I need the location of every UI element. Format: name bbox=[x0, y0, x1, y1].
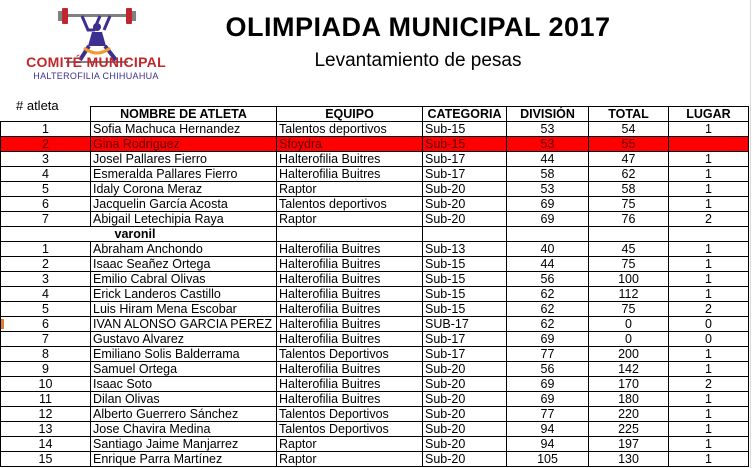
cell-team[interactable]: Halterofilia Buitres bbox=[277, 287, 423, 302]
cell-division[interactable]: 94 bbox=[507, 422, 589, 437]
cell-place[interactable]: 1 bbox=[669, 437, 749, 452]
header-place[interactable]: LUGAR bbox=[669, 107, 749, 122]
cell-place[interactable]: 1 bbox=[669, 407, 749, 422]
cell-place[interactable]: 0 bbox=[669, 332, 749, 347]
cell-place[interactable]: 1 bbox=[669, 272, 749, 287]
logo-subtitle: HALTEROFILIA CHIHUAHUA bbox=[33, 71, 159, 81]
cell-division[interactable]: 62 bbox=[507, 317, 589, 332]
cell-athlete-number[interactable]: 8 bbox=[1, 347, 91, 362]
cell-place[interactable]: 1 bbox=[669, 422, 749, 437]
cell-division[interactable]: 44 bbox=[507, 152, 589, 167]
header-category[interactable]: CATEGORIA bbox=[423, 107, 507, 122]
cell-total[interactable]: 200 bbox=[589, 347, 669, 362]
cell-athlete-name[interactable]: Sofia Machuca Hernandez bbox=[91, 122, 277, 137]
cell-team[interactable]: Halterofilia Buitres bbox=[277, 152, 423, 167]
cell-division[interactable]: 69 bbox=[507, 332, 589, 347]
cell-athlete-number[interactable]: 5 bbox=[1, 302, 91, 317]
table-row[interactable] bbox=[1, 257, 749, 272]
cell-total[interactable]: 0 bbox=[589, 332, 669, 347]
committee-logo bbox=[6, 4, 186, 90]
table-row[interactable] bbox=[1, 152, 749, 167]
section-row bbox=[1, 227, 749, 242]
cell-athlete-number[interactable]: 15 bbox=[1, 452, 91, 467]
cell-athlete-name[interactable]: Abigail Letechipia Raya bbox=[91, 212, 277, 227]
cell-athlete-number[interactable]: 4 bbox=[1, 287, 91, 302]
cell-athlete-name[interactable]: Esmeralda Pallares Fierro bbox=[91, 167, 277, 182]
table-row[interactable] bbox=[1, 287, 749, 302]
cell-category[interactable]: Sub-17 bbox=[423, 152, 507, 167]
cell-total[interactable]: 197 bbox=[589, 437, 669, 452]
cell-total[interactable]: 62 bbox=[589, 167, 669, 182]
cell-athlete-number[interactable]: 3 bbox=[1, 152, 91, 167]
cell-team[interactable]: Halterofilia Buitres bbox=[277, 332, 423, 347]
cell-total[interactable]: 112 bbox=[589, 287, 669, 302]
cell-total[interactable]: 220 bbox=[589, 407, 669, 422]
cell-athlete-name[interactable]: Abraham Anchondo bbox=[91, 242, 277, 257]
cell-total[interactable]: 45 bbox=[589, 242, 669, 257]
cell-total[interactable]: 55 bbox=[589, 137, 669, 152]
table-row[interactable] bbox=[1, 407, 749, 422]
table-row[interactable] bbox=[1, 137, 749, 152]
cell-category[interactable]: Sub-20 bbox=[423, 377, 507, 392]
cell-total[interactable]: 58 bbox=[589, 182, 669, 197]
cell-team[interactable]: Halterofilia Buitres bbox=[277, 272, 423, 287]
table-row[interactable] bbox=[1, 317, 749, 332]
cell-place[interactable]: 1 bbox=[669, 242, 749, 257]
cell-athlete-name[interactable]: Isaac Seañez Ortega bbox=[91, 257, 277, 272]
cell-category[interactable]: Sub-15 bbox=[423, 122, 507, 137]
cell-team[interactable]: Raptor bbox=[277, 437, 423, 452]
cell-athlete-name[interactable]: Erick Landeros Castillo bbox=[91, 287, 277, 302]
cell-division[interactable]: 56 bbox=[507, 362, 589, 377]
cell-athlete-name[interactable]: Emilio Cabral Olivas bbox=[91, 272, 277, 287]
cell-total[interactable]: 142 bbox=[589, 362, 669, 377]
cell-athlete-number[interactable]: 11 bbox=[1, 392, 91, 407]
page-subtitle: Levantamiento de pesas bbox=[314, 50, 522, 71]
cell-total[interactable]: 75 bbox=[589, 302, 669, 317]
cell-athlete-name[interactable]: Jose Chavira Medina bbox=[91, 422, 277, 437]
cell-athlete-name[interactable]: Santiago Jaime Manjarrez bbox=[91, 437, 277, 452]
cell-athlete-name[interactable]: IVAN ALONSO GARCIA PEREZ bbox=[91, 317, 277, 332]
cell-athlete-number[interactable]: 7 bbox=[1, 212, 91, 227]
cell-team[interactable]: Talentos deportivos bbox=[277, 197, 423, 212]
logo-title: COMITÉ MUNICIPAL bbox=[26, 54, 166, 70]
cell-athlete-number[interactable]: 9 bbox=[1, 362, 91, 377]
cell-category[interactable]: Sub-20 bbox=[423, 197, 507, 212]
cell-total[interactable]: 180 bbox=[589, 392, 669, 407]
cell-division[interactable]: 44 bbox=[507, 257, 589, 272]
table-row[interactable] bbox=[1, 362, 749, 377]
table-row[interactable] bbox=[1, 242, 749, 257]
header-total[interactable]: TOTAL bbox=[589, 107, 669, 122]
cell-athlete-name[interactable]: Gina Rodriguez bbox=[91, 137, 277, 152]
cell-athlete-number[interactable]: 1 bbox=[1, 122, 91, 137]
cell-place[interactable]: 1 bbox=[669, 347, 749, 362]
cell-team[interactable]: Halterofilia Buitres bbox=[277, 167, 423, 182]
section-divider bbox=[1, 227, 749, 242]
cell-place[interactable]: 2 bbox=[669, 212, 749, 227]
table-row[interactable] bbox=[1, 302, 749, 317]
cell-total[interactable]: 100 bbox=[589, 272, 669, 287]
cell-category[interactable]: Sub-20 bbox=[423, 407, 507, 422]
cell-category[interactable]: Sub-20 bbox=[423, 212, 507, 227]
table-row[interactable] bbox=[1, 182, 749, 197]
cell-total[interactable]: 47 bbox=[589, 152, 669, 167]
cell-team[interactable]: Raptor bbox=[277, 452, 423, 467]
cell-division[interactable]: 69 bbox=[507, 377, 589, 392]
cell-athlete-name[interactable]: Idaly Corona Meraz bbox=[91, 182, 277, 197]
cell-total[interactable]: 170 bbox=[589, 377, 669, 392]
cell-division[interactable]: 105 bbox=[507, 452, 589, 467]
cell-category[interactable]: Sub-20 bbox=[423, 392, 507, 407]
cell-place[interactable]: 1 bbox=[669, 392, 749, 407]
page-title: OLIMPIADA MUNICIPAL 2017 bbox=[225, 12, 611, 42]
cell-athlete-number[interactable]: 2 bbox=[1, 137, 91, 152]
cell-division[interactable]: 69 bbox=[507, 197, 589, 212]
table-row[interactable] bbox=[1, 452, 749, 467]
cell-total[interactable]: 75 bbox=[589, 197, 669, 212]
cell-total[interactable]: 54 bbox=[589, 122, 669, 137]
table-row[interactable] bbox=[1, 422, 749, 437]
cell-team[interactable]: Sfoydra bbox=[277, 137, 423, 152]
cell-category[interactable]: Sub-20 bbox=[423, 437, 507, 452]
cell-place[interactable]: 2 bbox=[669, 302, 749, 317]
cell-division[interactable]: 58 bbox=[507, 167, 589, 182]
cell-place[interactable]: 1 bbox=[669, 287, 749, 302]
cell-athlete-number[interactable]: 2 bbox=[1, 257, 91, 272]
cell-division[interactable]: 40 bbox=[507, 242, 589, 257]
cell-category[interactable]: Sub-17 bbox=[423, 347, 507, 362]
cell-place[interactable]: 1 bbox=[669, 362, 749, 377]
cell-division[interactable]: 62 bbox=[507, 287, 589, 302]
table-row[interactable] bbox=[1, 437, 749, 452]
cell-athlete-number[interactable]: 4 bbox=[1, 167, 91, 182]
cell-total[interactable]: 76 bbox=[589, 212, 669, 227]
cell-athlete-number[interactable]: 1 bbox=[1, 242, 91, 257]
cell-total[interactable]: 0 bbox=[589, 317, 669, 332]
cell-division[interactable]: 69 bbox=[507, 392, 589, 407]
cell-athlete-number[interactable]: 5 bbox=[1, 182, 91, 197]
cell-division[interactable]: 56 bbox=[507, 272, 589, 287]
cell-team[interactable]: Talentos Deportivos bbox=[277, 347, 423, 362]
table-row[interactable] bbox=[1, 272, 749, 287]
grid-line bbox=[750, 0, 751, 468]
female-results bbox=[1, 122, 749, 227]
cell-place[interactable] bbox=[669, 137, 749, 152]
cell-division[interactable]: 69 bbox=[507, 212, 589, 227]
header-idx bbox=[1, 107, 91, 122]
cell-category[interactable]: Sub-20 bbox=[423, 182, 507, 197]
cell-athlete-number[interactable]: 13 bbox=[1, 422, 91, 437]
cell-athlete-name[interactable]: Gustavo Alvarez bbox=[91, 332, 277, 347]
cell-athlete-name[interactable]: Enrique Parra Martínez bbox=[91, 452, 277, 467]
cell-team[interactable]: Talentos deportivos bbox=[277, 122, 423, 137]
header-division[interactable]: DIVISIÓN bbox=[507, 107, 589, 122]
cell-athlete-name[interactable]: Emiliano Solis Balderrama bbox=[91, 347, 277, 362]
cell-team[interactable]: Halterofilia Buitres bbox=[277, 362, 423, 377]
cell-place[interactable]: 1 bbox=[669, 452, 749, 467]
cell-category[interactable]: SUB-17 bbox=[423, 317, 507, 332]
cell-place[interactable]: 1 bbox=[669, 122, 749, 137]
table-row[interactable] bbox=[1, 332, 749, 347]
cell-team[interactable]: Halterofilia Buitres bbox=[277, 257, 423, 272]
cell-athlete-name[interactable]: Samuel Ortega bbox=[91, 362, 277, 377]
cell-category[interactable]: Sub-13 bbox=[423, 242, 507, 257]
cell-athlete-name[interactable]: Alberto Guerrero Sánchez bbox=[91, 407, 277, 422]
cell-athlete-number[interactable]: 10 bbox=[1, 377, 91, 392]
cell-category[interactable]: Sub-20 bbox=[423, 362, 507, 377]
cell-place[interactable]: 1 bbox=[669, 197, 749, 212]
cell-athlete-name[interactable]: Josel Pallares Fierro bbox=[91, 152, 277, 167]
cell-team[interactable]: Halterofilia Buitres bbox=[277, 392, 423, 407]
cell-athlete-name[interactable]: Jacquelin García Acosta bbox=[91, 197, 277, 212]
header-team[interactable]: EQUIPO bbox=[277, 107, 423, 122]
cell-total[interactable]: 225 bbox=[589, 422, 669, 437]
cell-team[interactable]: Halterofilia Buitres bbox=[277, 242, 423, 257]
cell-division[interactable]: 77 bbox=[507, 407, 589, 422]
cell-team[interactable]: Raptor bbox=[277, 182, 423, 197]
cell-place[interactable]: 0 bbox=[669, 317, 749, 332]
cell-place[interactable]: 1 bbox=[669, 257, 749, 272]
cell-athlete-number[interactable]: 14 bbox=[1, 437, 91, 452]
cell-athlete-name[interactable]: Isaac Soto bbox=[91, 377, 277, 392]
cell-category[interactable]: Sub-20 bbox=[423, 422, 507, 437]
cell-category[interactable]: Sub-15 bbox=[423, 302, 507, 317]
cell-category[interactable]: Sub-20 bbox=[423, 452, 507, 467]
cell-team[interactable]: Halterofilia Buitres bbox=[277, 317, 423, 332]
cell-division[interactable]: 94 bbox=[507, 437, 589, 452]
athlete-index-header: # atleta bbox=[16, 98, 59, 113]
cell-total[interactable]: 130 bbox=[589, 452, 669, 467]
table-row[interactable] bbox=[1, 167, 749, 182]
cell-category[interactable]: Sub-17 bbox=[423, 332, 507, 347]
cell-team[interactable]: Halterofilia Buitres bbox=[277, 302, 423, 317]
cell-category[interactable]: Sub-15 bbox=[423, 257, 507, 272]
table-header-row bbox=[1, 107, 749, 122]
cell-athlete-number[interactable]: 6 bbox=[1, 197, 91, 212]
table-row[interactable] bbox=[1, 212, 749, 227]
table-row[interactable] bbox=[1, 392, 749, 407]
header-name[interactable]: NOMBRE DE ATLETA bbox=[91, 107, 277, 122]
cell-category[interactable]: Sub-15 bbox=[423, 272, 507, 287]
cell-athlete-number[interactable]: 3 bbox=[1, 272, 91, 287]
cell-place[interactable]: 1 bbox=[669, 167, 749, 182]
cell-total[interactable]: 75 bbox=[589, 257, 669, 272]
cell-athlete-number[interactable]: 7 bbox=[1, 332, 91, 347]
table-row[interactable] bbox=[1, 122, 749, 137]
cell-athlete-name[interactable]: Luis Hiram Mena Escobar bbox=[91, 302, 277, 317]
cell-team[interactable]: Talentos Deportivos bbox=[277, 407, 423, 422]
cell-category[interactable]: Sub-15 bbox=[423, 287, 507, 302]
cell-team[interactable]: Talentos Deportivos bbox=[277, 422, 423, 437]
results-table bbox=[0, 106, 749, 467]
cell-category[interactable]: Sub-17 bbox=[423, 167, 507, 182]
cell-division[interactable]: 53 bbox=[507, 137, 589, 152]
table-row[interactable] bbox=[1, 347, 749, 362]
table-row[interactable] bbox=[1, 377, 749, 392]
cell-athlete-number[interactable]: 6 bbox=[1, 317, 91, 332]
male-results bbox=[1, 242, 749, 467]
cell-division[interactable]: 77 bbox=[507, 347, 589, 362]
table-row[interactable] bbox=[1, 197, 749, 212]
cell-team[interactable]: Halterofilia Buitres bbox=[277, 377, 423, 392]
cell-place[interactable]: 2 bbox=[669, 377, 749, 392]
cell-athlete-name[interactable]: Dilan Olivas bbox=[91, 392, 277, 407]
cell-category[interactable]: Sub-15 bbox=[423, 137, 507, 152]
cell-place[interactable]: 1 bbox=[669, 152, 749, 167]
cell-division[interactable]: 62 bbox=[507, 302, 589, 317]
cell-athlete-number[interactable]: 12 bbox=[1, 407, 91, 422]
cell-place[interactable]: 1 bbox=[669, 182, 749, 197]
cell-team[interactable]: Raptor bbox=[277, 212, 423, 227]
cell-division[interactable]: 53 bbox=[507, 122, 589, 137]
section-label-varonil: varonil bbox=[91, 227, 277, 242]
cell-division[interactable]: 53 bbox=[507, 182, 589, 197]
